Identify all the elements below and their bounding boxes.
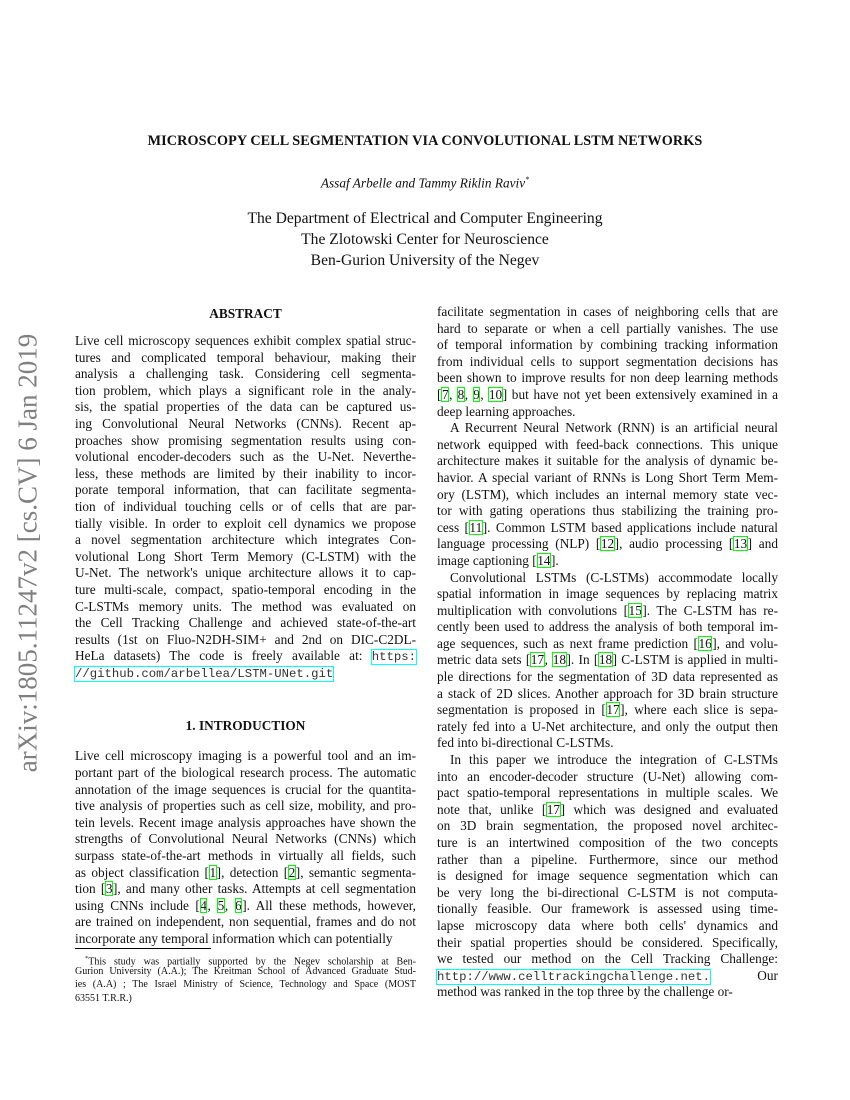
- text-line: of temporal information by combining tracking information: [437, 337, 778, 353]
- text-line: tially visible. In order to exploit cell dynamics we propose: [75, 515, 416, 531]
- text-line: volutional Long Short Term Memory (C-LSTM) with the: [75, 548, 416, 564]
- text-line: been shown to improve results for non deep learning methods: [437, 370, 778, 386]
- text-line: as object classification [1], detection [2], semantic segmenta-: [75, 864, 417, 880]
- abstract-body: [75, 333, 416, 681]
- affiliation: The Department of Electrical and Computer Engineering: [247, 210, 603, 227]
- text-line: In this paper we introduce the integration of C-LSTMs: [450, 752, 778, 768]
- text-line: results (1st on Fluo-N2DH-SIM+ and 2nd on DIC-C2DL-: [75, 631, 416, 647]
- text-line: tive analysis of properties such as cell size, mobility, and pro-: [75, 798, 416, 814]
- text-line: cently been used to address the analysis of both temporal im-: [437, 619, 778, 635]
- text-line: we tested our method on the Cell Tracking Challenge:: [437, 951, 778, 967]
- text-line: strengths of Convolutional Neural Networks (CNNs) which: [75, 831, 416, 847]
- text-line: [75, 665, 416, 682]
- citation-link[interactable]: 18: [598, 652, 613, 668]
- text-line: tionally feasible. Our framework is assessed using time-: [437, 901, 778, 917]
- text-line: ture multi-scale, compact, spatio-temporal encoding in the: [75, 581, 416, 597]
- text-line: tein levels. Recent image analysis approaches have shown the: [75, 814, 416, 830]
- text-line: tion problem, which plays a significant role in the analy-: [75, 382, 416, 398]
- text-line: rately fed into a U-Net architecture, and only the output then: [437, 718, 778, 734]
- text-line: is designed for image sequence segmentation which can: [437, 868, 778, 884]
- citation-link[interactable]: 2: [288, 864, 296, 880]
- citation-link[interactable]: 11: [469, 519, 483, 535]
- text-line: language processing (NLP) [12], audio processing [13] and: [437, 536, 778, 552]
- text-line: deep learning approaches.: [437, 403, 576, 419]
- text-line: spatial information in image sequences by replacing matrix: [437, 586, 778, 602]
- text-line: are trained on independent, non sequential, frames and do not: [75, 914, 416, 930]
- text-line: tor with gating operations thus stabilizing the training pro-: [437, 503, 778, 519]
- citation-link[interactable]: 18: [552, 652, 566, 668]
- footnote-text: This study was partially supported by the Negev scholarship at Ben-: [88, 956, 416, 968]
- text-line: cess [11]. Common LSTM based applications include natural: [437, 519, 779, 535]
- authors: [0, 175, 850, 191]
- text-line: note that, unlike [17] which was designed and evaluated: [437, 801, 778, 817]
- text-line: rather than a pipeline. Furthermore, since our method: [437, 851, 778, 867]
- text-line: from individual cells to support segmentation decisions has: [437, 353, 778, 369]
- url-link[interactable]: //github.com/arbellea/LSTM-UNet.git: [75, 666, 334, 681]
- text-line: proaches show promising segmentation results using con-: [75, 432, 416, 448]
- footnote-mark: *: [85, 955, 89, 962]
- text-line: network equipped with feed-back connections. This unique: [437, 436, 778, 452]
- text-line: architecture makes it suitable for the analysis of dynamic be-: [437, 453, 778, 469]
- text-line: Live cell microscopy imaging is a powerful tool and an im-: [75, 748, 416, 764]
- footnote-text: 63551 T.R.R.): [75, 992, 132, 1004]
- introduction-body-right: [437, 304, 778, 1001]
- footnote-rule: [75, 948, 211, 949]
- text-line: on 3D brain segmentation, the proposed novel architec-: [437, 818, 778, 834]
- footnote: [75, 952, 416, 1005]
- citation-link[interactable]: 17: [530, 652, 545, 668]
- text-line: the Cell Tracking Challenge and achieved state-of-the-art: [75, 615, 416, 631]
- text-line: Convolutional LSTMs (C-LSTMs) accommodate locally: [450, 569, 778, 585]
- text-line: volutional encoder-decoders such as the U-Net. Neverthe-: [75, 449, 416, 465]
- text-line: Live cell microscopy sequences exhibit complex spatial struc-: [75, 333, 416, 348]
- citation-link[interactable]: 8: [457, 386, 465, 402]
- text-line: havior. A special variant of RNNs is Long Short Term Mem-: [437, 469, 778, 485]
- text-line: a stack of 2D slices. Another approach for 3D brain structure: [437, 685, 778, 701]
- citation-link[interactable]: 6: [235, 897, 242, 913]
- text-line: tion [3], and many other tasks. Attempts at cell segmentation: [75, 881, 416, 897]
- text-line: HeLa datasets) The code is freely available at: https:: [75, 648, 416, 665]
- text-line: into an encoder-decoder structure (U-Net) allowing com-: [437, 768, 778, 784]
- text-line: C-LSTMs memory units. The method was evaluated on: [75, 598, 416, 614]
- footnote-text: Gurion University (A.A.); The Kreitman School of Advanced Graduate Stud-: [75, 966, 416, 978]
- author-footnote-mark: *: [525, 175, 530, 184]
- text-line: U-Net. The network's unique architecture allows it to cap-: [75, 565, 416, 581]
- text-line: ple directions for the segmentation of 3D data represented as: [437, 669, 778, 685]
- citation-link[interactable]: 15: [628, 602, 642, 618]
- text-line: tion of individual touching cells or of cells that are par-: [75, 498, 416, 514]
- text-line: ture is an intertwined composition of the two concepts: [437, 835, 778, 850]
- text-line: pact spatio-temporal representations in multiple scales. We: [437, 785, 778, 801]
- text-line: facilitate segmentation in cases of neighboring cells that are: [437, 304, 778, 319]
- citation-link[interactable]: 3: [105, 881, 113, 897]
- text-line: metric data sets [17, 18]. In [18] C-LSTM is applied in multi-: [437, 652, 778, 668]
- url-link[interactable]: https:: [371, 650, 416, 665]
- affiliation: The Zlotowski Center for Neuroscience: [301, 231, 549, 248]
- text-line: http://www.celltrackingchallenge.net. Our: [437, 967, 778, 984]
- footnote-text: ies (A.A) ; The Israel Ministry of Science, Technology and Space (MOST: [75, 979, 416, 991]
- text-line: annotation of the image sequences is crucial for the quantita-: [75, 781, 416, 797]
- citation-link[interactable]: 7: [441, 386, 449, 402]
- text-line: using CNNs include [4, 5, 6]. All these methods, however,: [75, 897, 416, 913]
- introduction-body-left: [75, 748, 416, 947]
- citation-link[interactable]: 17: [546, 801, 561, 817]
- text-line: portant part of the biological research process. The automatic: [75, 765, 416, 781]
- text-line: ory (LSTM), which includes an internal memory state vec-: [437, 486, 778, 502]
- text-line: less, these methods are limited by their inability to incor-: [75, 465, 416, 481]
- url-link[interactable]: http://www.celltrackingchallenge.net.: [437, 969, 711, 984]
- right-column: [437, 304, 778, 1001]
- text-line: age sequences, such as next frame prediction [16], and volu-: [437, 635, 778, 651]
- text-line: ing Convolutional Neural Networks (CNNs). Recent ap-: [75, 415, 416, 431]
- paper-title: MICROSCOPY CELL SEGMENTATION VIA CONVOLUTIONAL LSTM NETWORKS: [147, 133, 703, 149]
- citation-link[interactable]: 17: [606, 702, 620, 718]
- citation-link[interactable]: 10: [488, 386, 503, 402]
- text-line: method was ranked in the top three by the challenge or-: [437, 984, 733, 1000]
- text-line: [7, 8, 9, 10] but have not yet been extensively examined in a: [437, 386, 779, 402]
- introduction-heading: 1. INTRODUCTION: [185, 718, 306, 734]
- text-line: A Recurrent Neural Network (RNN) is an artificial neural: [450, 420, 778, 436]
- arxiv-stamp: arXiv:1805.11247v2 [cs.CV] 6 Jan 2019: [12, 333, 43, 773]
- text-line: segmentation is proposed in [17], where each slice is sepa-: [437, 702, 778, 718]
- citation-link[interactable]: 5: [217, 897, 225, 913]
- citation-link[interactable]: 12: [600, 536, 615, 552]
- left-column: [75, 304, 416, 948]
- text-line: porate temporal information, that can facilitate segmenta-: [75, 482, 416, 498]
- text-line: a novel segmentation architecture which integrates Con-: [75, 532, 416, 548]
- text-line: surpass state-of-the-art methods in virtually all fields, such: [75, 848, 416, 864]
- affiliation: Ben-Gurion University of the Negev: [310, 252, 540, 269]
- abstract-heading: ABSTRACT: [209, 306, 282, 321]
- text-line: incorporate any temporal information which can potentially: [75, 931, 393, 946]
- text-line: sis, the spatial properties of the data can be captured us-: [75, 399, 416, 415]
- citation-link[interactable]: 9: [473, 386, 480, 402]
- text-line: multiplication with convolutions [15]. The C-LSTM has re-: [437, 602, 778, 618]
- citation-link[interactable]: 14: [537, 552, 551, 568]
- text-line: be very long the bi-directional C-LSTM is not computa-: [437, 884, 778, 900]
- text-line: their spatial properties should be considered. Specifically,: [437, 934, 778, 950]
- author-names: Assaf Arbelle and Tammy Riklin Raviv: [320, 175, 526, 191]
- text-line: lapse microscopy data where both cells' dynamics and: [437, 917, 778, 933]
- text-line: tures and complicated temporal behaviour, making their: [75, 349, 416, 365]
- text-line: hard to separate or when a cell partially vanishes. The use: [437, 320, 778, 336]
- citation-link[interactable]: 1: [209, 864, 217, 880]
- text-line: analysis a challenging task. Considering cell segmenta-: [75, 366, 416, 382]
- citation-link[interactable]: 16: [698, 635, 712, 651]
- citation-link[interactable]: 4: [200, 897, 207, 913]
- text-line: image captioning [14].: [437, 552, 559, 568]
- citation-link[interactable]: 13: [733, 536, 748, 552]
- text-line: fed into bi-directional C-LSTMs.: [437, 735, 614, 751]
